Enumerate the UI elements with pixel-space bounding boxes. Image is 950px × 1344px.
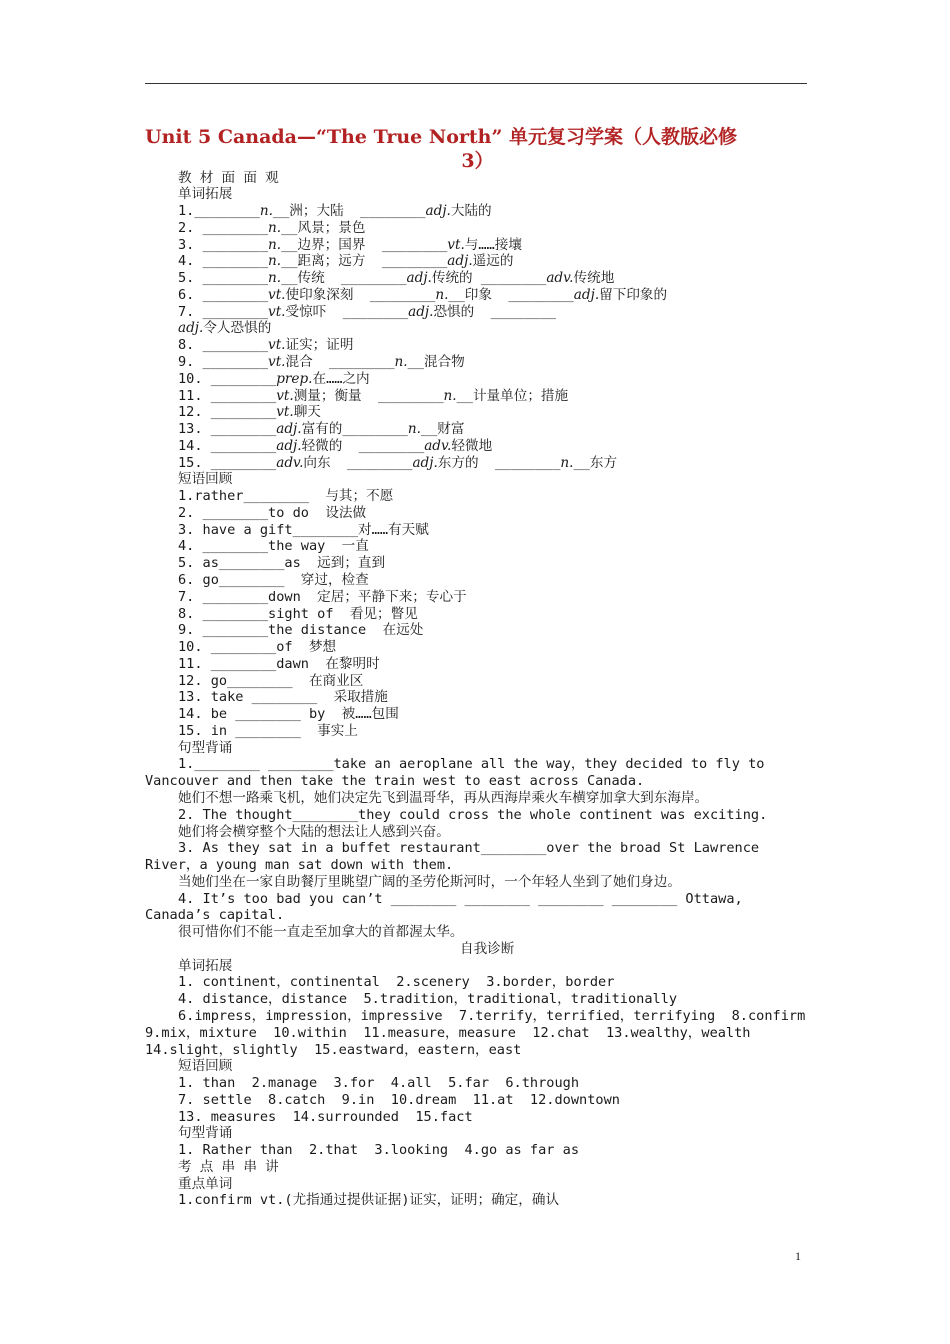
text-line: 1.________ ________take an aeroplane all the way，they decided to fly to [178, 756, 765, 773]
text-line: 12. ________vt.聊天 [178, 404, 321, 421]
text-line: 14. ________adj.轻微的 ________adv.轻微地 [178, 437, 493, 454]
document-title: Unit 5 Canada—“The True North” 单元复习学案（人教版必修 [145, 126, 738, 148]
header-rule [145, 83, 807, 84]
text-line: adj.令人恐惧的 [178, 320, 272, 337]
text-line: 很可惜你们不能一直走至加拿大的首都渥太华。 [178, 924, 464, 941]
text-line: 7. ________vt.受惊吓 ________adj.恐惧的 ________ [178, 303, 557, 320]
text-line: 14.slight，slightly 15.eastward，eastern，east [145, 1041, 522, 1058]
text-line: 考 点 串 串 讲 [178, 1158, 279, 1175]
text-line: 重点单词 [178, 1175, 233, 1192]
text-line: 单词拓展 [178, 957, 233, 974]
text-line: 7. ________down 定居；平静下来；专心于 [178, 588, 467, 605]
text-line: 11. ________dawn 在黎明时 [178, 655, 380, 672]
text-line: 13. take ________ 采取措施 [178, 689, 388, 706]
text-line: River，a young man sat down with them. [145, 857, 454, 874]
text-line: 12. go________ 在商业区 [178, 672, 364, 689]
text-line: 1.confirm vt.(尤指通过提供证据)证实，证明；确定，确认 [178, 1192, 560, 1209]
text-line: 1.rather________ 与其；不愿 [178, 488, 394, 505]
text-line: 9. ________the distance 在远处 [178, 622, 424, 639]
text-line: 3. have a gift________对……有天赋 [178, 521, 429, 538]
text-line: 6. go________ 穿过，检查 [178, 571, 369, 588]
text-line: 2. ________n.__风景；景色 [178, 219, 366, 236]
text-line: 2. The thought________they could cross the whole continent was exciting. [178, 806, 768, 823]
text-line: 9.mix，mixture 10.within 11.measure，measure 12.chat 13.wealthy，wealth [145, 1024, 751, 1041]
text-line: 6.impress，impression，impressive 7.terrify，terrified，terrifying 8.confirm [178, 1008, 806, 1024]
text-line: 1. continent，continental 2.scenery 3.border，border [178, 974, 615, 991]
text-line: 4. distance，distance 5.tradition，traditional，traditionally [178, 991, 678, 1008]
text-line: 8. ________sight of 看见；瞥见 [178, 605, 418, 622]
text-line: 4. It’s too bad you can’t ________ ________ ________ ________ Ottawa, [178, 890, 743, 907]
text-line: 4. ________the way 一直 [178, 538, 369, 555]
text-line: 4. ________n.__距离；远方 ________adj.遥远的 [178, 253, 514, 270]
text-line: 短语回顾 [178, 1058, 233, 1075]
text-line: 6. ________vt.使印象深刻 ________n.__印象 ________adj.留下印象的 [178, 286, 668, 303]
text-line: 单词拓展 [178, 186, 233, 203]
text-line: 3. As they sat in a buffet restaurant________over the broad St Lawrence [178, 840, 760, 857]
text-line: 5. ________n.__传统 ________adj.传统的 ________adv.传统地 [178, 270, 615, 287]
text-line: 8. ________vt.证实；证明 [178, 337, 354, 354]
text-line: 短语回顾 [178, 471, 233, 488]
text-line: 2. ________to do 设法做 [178, 504, 367, 521]
text-line: 10. ________prep.在……之内 [178, 370, 370, 387]
document-title-continuation: 3） [461, 150, 494, 172]
text-line: 当她们坐在一家自助餐厅里眺望广阔的圣劳伦斯河时，一个年轻人坐到了她们身边。 [178, 873, 681, 890]
text-line: 教 材 面 面 观 [178, 169, 279, 186]
text-line: 15. ________adv.向东 ________adj.东方的 ________n.__东方 [178, 454, 618, 471]
text-line: 13. measures 14.surrounded 15.fact [178, 1108, 473, 1125]
text-line: 13. ________adj.富有的________n.__财富 [178, 421, 465, 438]
text-line: 14. be ________ by 被……包围 [178, 706, 399, 723]
text-line: 句型背诵 [178, 1125, 233, 1142]
text-line: Canada’s capital. [145, 907, 285, 924]
text-line: 句型背诵 [178, 739, 233, 756]
text-line: 1. than 2.manage 3.for 4.all 5.far 6.through [178, 1075, 580, 1092]
text-line: 她们不想一路乘飞机，她们决定先飞到温哥华，再从西海岸乘火车横穿加拿大到东海岸。 [178, 789, 709, 806]
text-line: 15. in ________ 事实上 [178, 722, 358, 739]
text-line: 11. ________vt.测量；衡量 ________n.__计量单位；措施 [178, 387, 569, 404]
text-line: 10. ________of 梦想 [178, 639, 337, 656]
text-line: Vancouver and then take the train west to east across Canada. [145, 773, 645, 790]
text-line: 7. settle 8.catch 9.in 10.dream 11.at 12.downtown [178, 1091, 620, 1108]
text-line: 3. ________n.__边界；国界 ________vt.与……接壤 [178, 236, 522, 253]
text-line: 5. as________as 远到；直到 [178, 555, 386, 572]
text-line: 1.________n.__洲；大陆 ________adj.大陆的 [178, 203, 492, 220]
text-line: 1. Rather than 2.that 3.looking 4.go as far as [178, 1142, 580, 1159]
text-line: 9. ________vt.混合 ________n.__混合物 [178, 353, 465, 370]
page-number: 1 [795, 1249, 801, 1263]
text-line: 她们将会横穿整个大陆的想法让人感到兴奋。 [178, 823, 450, 840]
text-line: 自我诊断 [460, 940, 515, 957]
